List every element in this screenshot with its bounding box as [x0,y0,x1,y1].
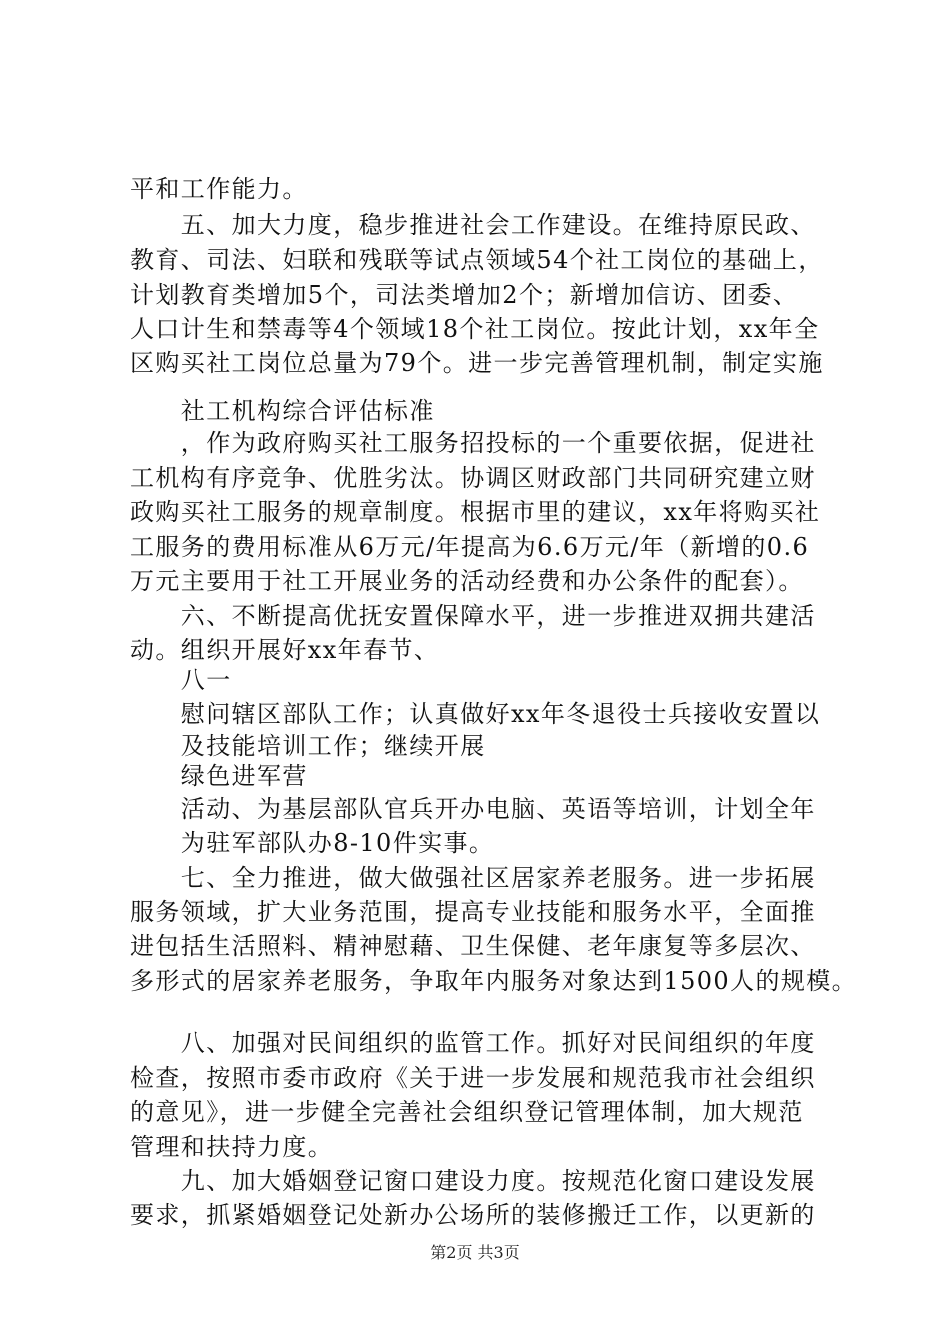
text-line: 多形式的居家养老服务，争取年内服务对象达到1500人的规模。 [130,967,858,995]
page-number-footer: 第2页 共3页 [430,1243,520,1262]
text-line: 的意见》，进一步健全完善社会组织登记管理体制，加大规范 [130,1098,804,1126]
text-line: 计划教育类增加5个，司法类增加2个；新增加信访、团委、 [130,281,799,309]
text-line: 社工机构综合评估标准 [130,397,435,425]
text-line: 慰问辖区部队工作；认真做好xx年冬退役士兵接收安置以 [130,700,821,728]
text-line: 八、加强对民间组织的监管工作。抓好对民间组织的年度 [130,1029,816,1057]
text-line: 九、加大婚姻登记窗口建设力度。按规范化窗口建设发展 [130,1167,816,1195]
text-line: 工服务的费用标准从6万元/年提高为6.6万元/年（新增的0.6 [130,533,810,561]
text-line: 及技能培训工作；继续开展 [130,732,486,760]
text-line: 管理和扶持力度。 [130,1133,334,1161]
text-line: 教育、司法、妇联和残联等试点领域54个社工岗位的基础上， [130,246,824,274]
text-line: 动。组织开展好xx年春节、 [130,636,440,664]
text-line: 政购买社工服务的规章制度。根据市里的建议，xx年将购买社 [130,498,821,526]
text-line: 工机构有序竞争、优胜劣汰。协调区财政部门共同研究建立财 [130,464,816,492]
text-line: 平和工作能力。 [130,175,308,203]
text-line: 六、不断提高优抚安置保障水平，进一步推进双拥共建活 [130,602,816,630]
text-line: 七、全力推进，做大做强社区居家养老服务。进一步拓展 [130,864,816,892]
text-line: 服务领域，扩大业务范围，提高专业技能和服务水平，全面推 [130,898,816,926]
text-line: 五、加大力度，稳步推进社会工作建设。在维持原民政、 [130,211,816,239]
text-line: 人口计生和禁毒等4个领域18个社工岗位。按此计划，xx年全 [130,315,820,343]
text-line: 要求，抓紧婚姻登记处新办公场所的装修搬迁工作，以更新的 [130,1201,816,1229]
text-line: ，作为政府购买社工服务招投标的一个重要依据，促进社 [130,429,816,457]
text-line: 检查，按照市委市政府《关于进一步发展和规范我市社会组织 [130,1064,816,1092]
text-line: 万元主要用于社工开展业务的活动经费和办公条件的配套）。 [130,567,804,595]
text-line: 进包括生活照料、精神慰藉、卫生保健、老年康复等多层次、 [130,932,816,960]
text-line: 区购买社工岗位总量为79个。进一步完善管理机制，制定实施 [130,349,824,377]
text-line: 八一 [130,666,232,694]
text-line: 绿色进军营 [130,762,308,790]
text-line: 为驻军部队办8-10件实事。 [130,829,495,857]
text-line: 活动、为基层部队官兵开办电脑、英语等培训，计划全年 [130,795,816,823]
